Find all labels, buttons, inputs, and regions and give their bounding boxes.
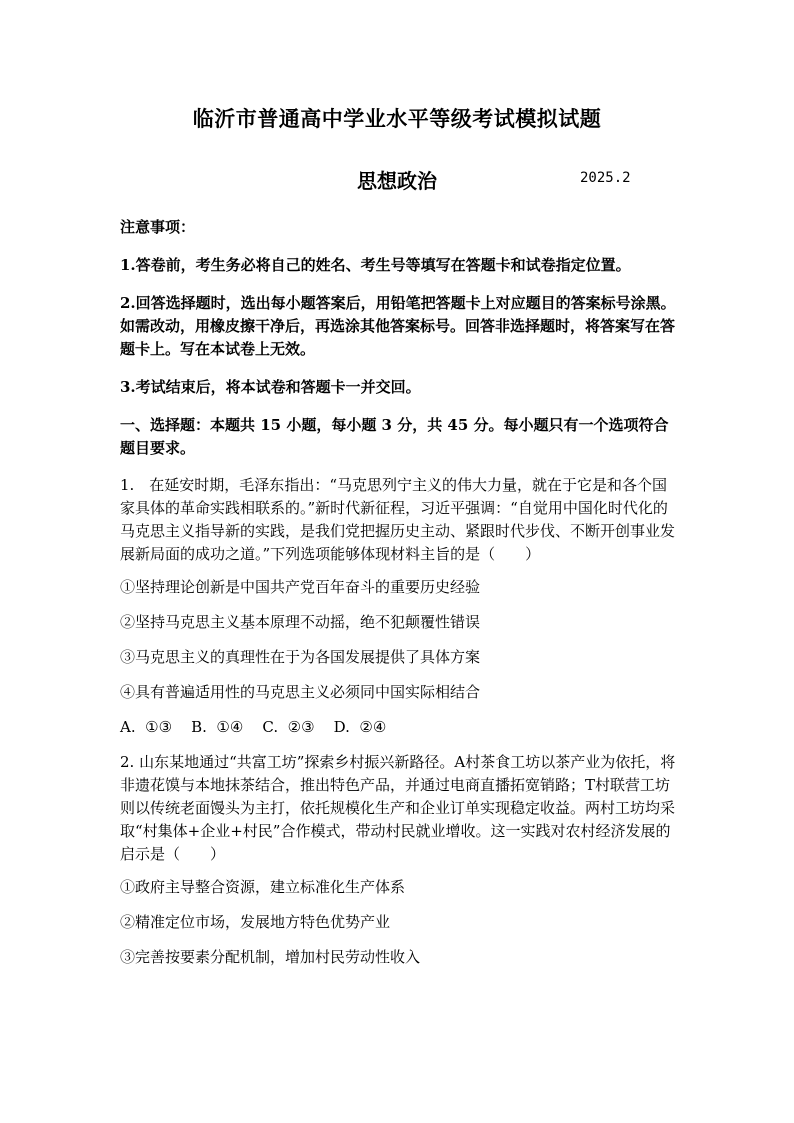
question-1 <box>120 474 680 739</box>
notice-section <box>120 216 680 399</box>
exam-body <box>120 216 680 981</box>
question-option: ④具有普遍适用性的马克思主义必须同中国实际相结合 <box>120 683 481 701</box>
subject-label: 思想政治 <box>357 169 437 193</box>
notice-heading: 注意事项： <box>120 218 196 236</box>
question-option: ②精准定位市场，发展地方特色优势产业 <box>120 913 391 931</box>
question-option: ①坚持理论创新是中国共产党百年奋斗的重要历史经验 <box>120 578 481 596</box>
question-option: ②坚持马克思主义基本原理不动摇，绝不犯颠覆性错误 <box>120 613 481 631</box>
question-option: ①政府主导整合资源，建立标准化生产体系 <box>120 878 406 896</box>
notice-item: 1.答卷前，考生务必将自己的姓名、考生号等填写在答题卡和试卷指定位置。 <box>120 256 631 274</box>
question-stem: 2. 山东某地通过“共富工坊”探索乡村振兴新路径。A村茶食工坊以茶产业为依托，将非遗花馍与本地抹茶结合，推出特色产品，并通过电商直播拓宽销路；T村联营工坊则以传统老面馒头为主打，依托规模化生产和企业订单实现稳定收益。两村工坊均采取“村集体+企业+村民”合作模式，带动村民就业增收。这一实践对农村经济发展的启示是（ ） <box>120 753 676 863</box>
section-heading: 一、选择题：本题共 15 小题，每小题 3 分，共 45 分。每小题只有一个选项符合题目要求。 <box>120 416 669 457</box>
answer-choices: A. ①③ B. ①④ C. ②③ D. ②④ <box>120 718 387 736</box>
question-option: ③马克思主义的真理性在于为各国发展提供了具体方案 <box>120 648 481 666</box>
question-2 <box>120 751 680 969</box>
question-stem: 1. 在延安时期，毛泽东指出：“马克思列宁主义的伟大力量，就在于它是和各个国家具体的革命实践相联系的。”新时代新征程，习近平强调：“自觉用中国化时代化的马克思主义指导新的实践，是我们党把握历史主动、紧跟时代步伐、不断开创事业发展新局面的成功之道。”下列选项能够体现材料主旨的是（ ） <box>120 476 676 563</box>
notice-item: 2.回答选择题时，选出每小题答案后，用铅笔把答题卡上对应题目的答案标号涂黑。如需改动，用橡皮擦干净后，再选涂其他答案标号。回答非选择题时，将答案写在答题卡上。写在本试卷上无效。 <box>120 294 676 358</box>
question-option: ③完善按要素分配机制，增加村民劳动性收入 <box>120 948 421 966</box>
exam-date: 2025.2 <box>580 170 631 186</box>
notice-item: 3.考试结束后，将本试卷和答题卡一并交回。 <box>120 378 421 396</box>
exam-title: 临沂市普通高中学业水平等级考试模拟试题 <box>192 106 602 131</box>
